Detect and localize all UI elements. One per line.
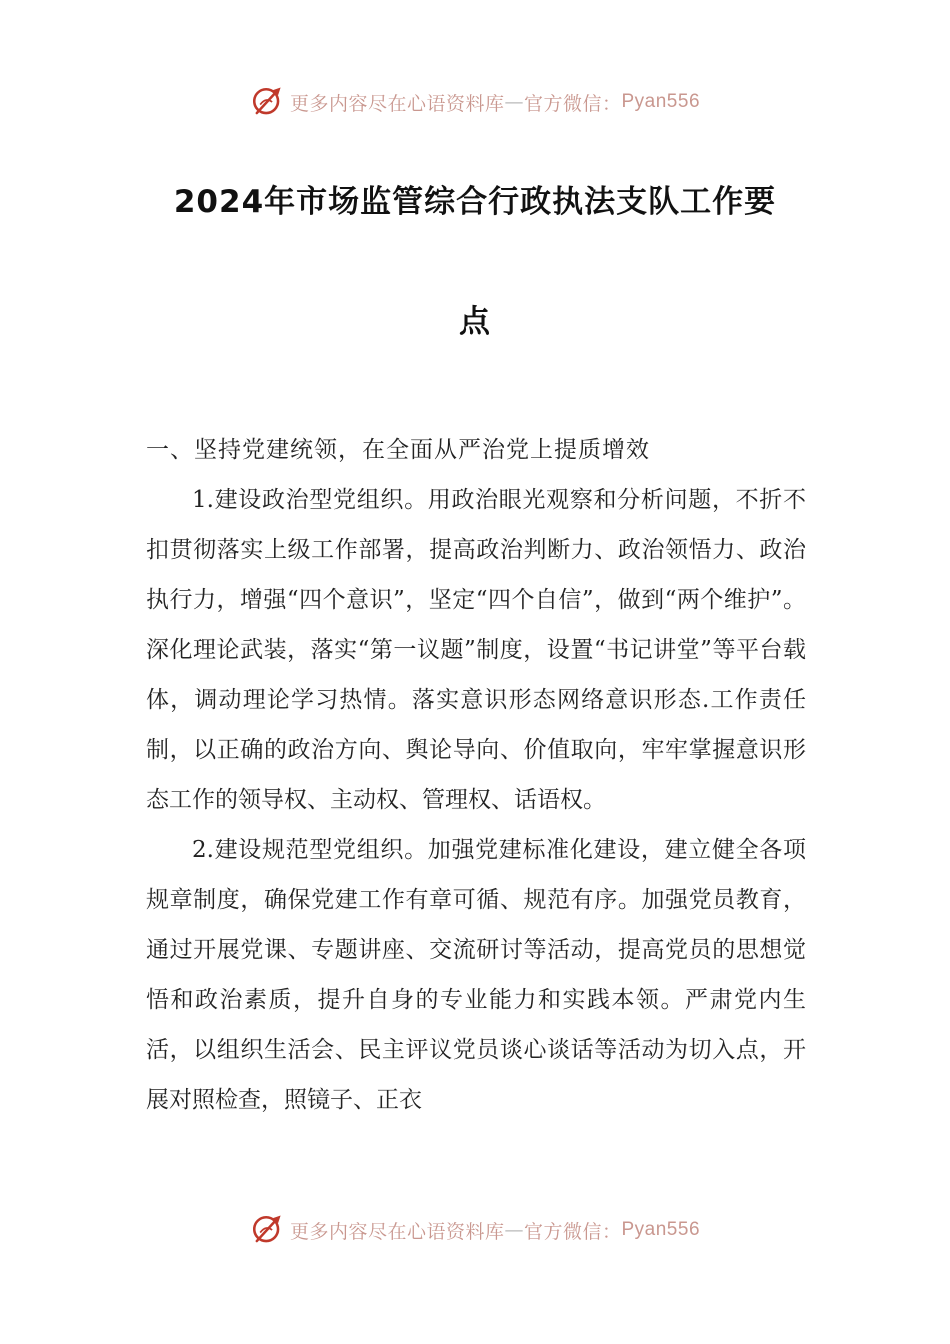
banner-text: 更多内容尽在心语资料库 (289, 1220, 505, 1243)
pen-logo-icon (250, 85, 284, 119)
document-body (146, 425, 806, 1125)
banner-separator: — (504, 91, 524, 113)
banner-wechat-label: 官方微信： (523, 92, 622, 115)
banner-wechat-id: Pyan556 (621, 91, 701, 112)
document-title-line2: 点 (459, 304, 491, 340)
paragraph-1: 1.建设政治型党组织。用政治眼光观察和分析问题，不折不扣贯彻落实上级工作部署，提高政治判断力、政治领悟力、政治执行力，增强“四个意识”，坚定“四个自信”，做到“两个维护”。深化理论武装，落实“第一议题”制度，设置“书记讲堂”等平台载体，调动理论学习热情。落实意识形态网络意识形态.工作责任制，以正确的政治方向、舆论导向、价值取向，牢牢掌握意识形态工作的领导权、主动权、管理权、话语权。 (146, 487, 806, 813)
paragraph-2: 2.建设规范型党组织。加强党建标准化建设，建立健全各项规章制度，确保党建工作有章可循、规范有序。加强党员教育，通过开展党课、专题讲座、交流研讨等活动，提高党员的思想觉悟和政治素质，提升自身的专业能力和实践本领。严肃党内生活，以组织生活会、民主评议党员谈心谈话等活动为切入点，开展对照检查，照镜子、正衣 (146, 837, 806, 1113)
banner-wechat-id: Pyan556 (621, 1219, 701, 1240)
banner-separator: — (504, 1219, 524, 1241)
header-banner (0, 82, 950, 122)
banner-wechat-label: 官方微信： (523, 1220, 622, 1243)
banner-text: 更多内容尽在心语资料库 (289, 92, 505, 115)
footer-banner (0, 1210, 950, 1250)
pen-logo-icon (250, 1213, 284, 1247)
section-heading: 一、坚持党建统领，在全面从严治党上提质增效 (146, 437, 650, 463)
document-title-line1: 2024年市场监管综合行政执法支队工作要 (173, 184, 777, 220)
